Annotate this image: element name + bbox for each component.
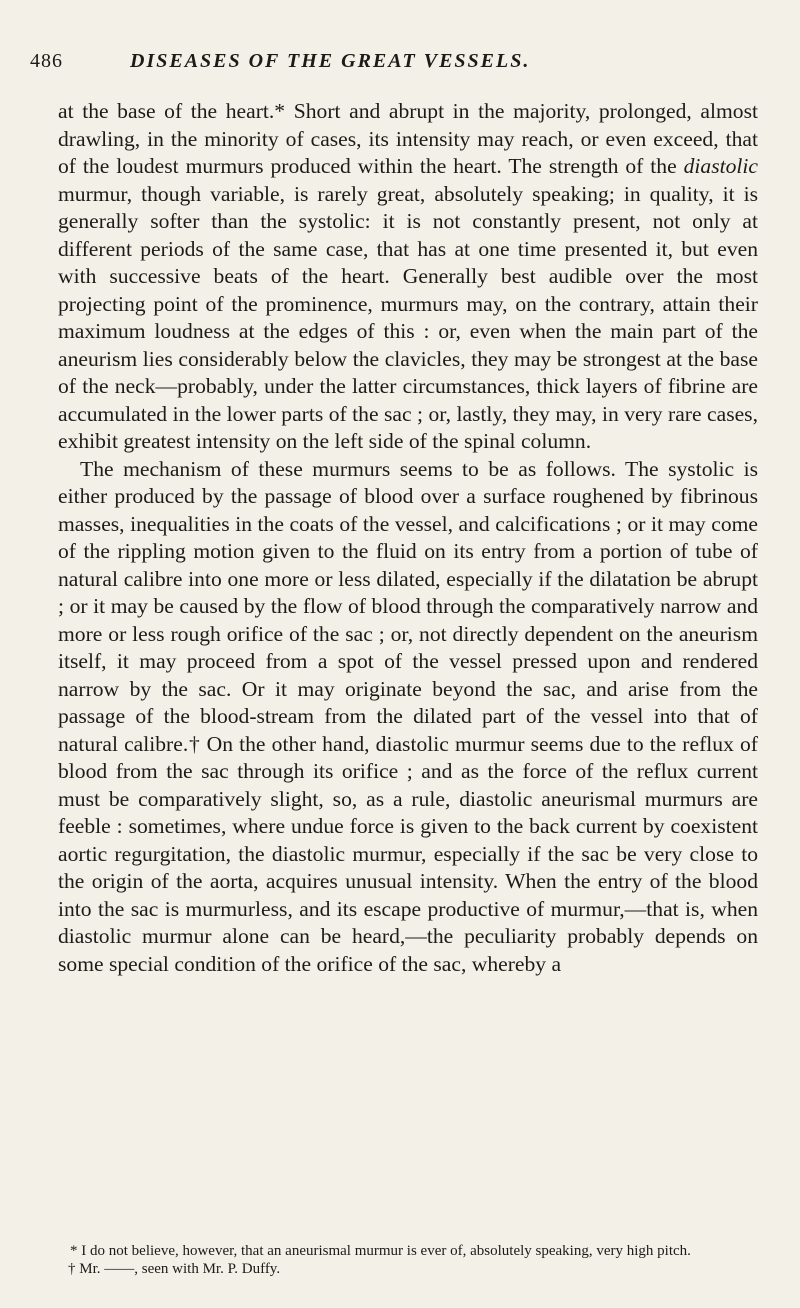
body-text (58, 98, 758, 978)
paragraph-continued (58, 98, 758, 456)
italic-term: diastolic (683, 154, 758, 178)
page-number: 486 (30, 50, 63, 72)
footnote-1: * I do not believe, however, that an aneurismal murmur is ever of, absolutely speaking, very high pitch. (70, 1243, 691, 1259)
para1-rest: murmur, though variable, is rarely great, absolutely speaking; in quality, it is generally softer than the systolic: it is not constantly present, not only at different periods of the same case, that has at one time presented it, but even with successive beats of the heart. Generally best audible over the most projecting point of the prominence, murmurs may, on the contrary, attain their maximum loudness at the edges of this : or, even when the main part of the aneurism lies considerably below the clavicles, they may be strongest at the base of the neck—probably, under the latter circumstances, thick layers of fibrine are accumulated in the lower parts of the sac ; or, lastly, they may, in very rare cases, exhibit greatest intensity on the left side of the spinal column. (58, 181, 758, 453)
footnotes (58, 1242, 758, 1278)
running-title: DISEASES OF THE GREAT VESSELS. (130, 50, 531, 72)
para1-start: at the base of the heart.* Short and abrupt in the majority, prolonged, almost drawling, in the minority of cases, its intensity may reach, or even exceed, that of the loudest murmurs produced within the heart. The strength of the (58, 99, 758, 178)
paragraph-mechanism: The mechanism of these murmurs seems to be as follows. The systolic is either produced by the passage of blood over a surface roughened by fibrinous masses, inequalities in the coats of the vessel, and calcifications ; or it may come of the rippling motion given to the fluid on its entry from a portion of tube of natural calibre into one more or less dilated, especially if the dilatation be abrupt ; or it may be caused by the flow of blood through the comparatively narrow and more or less rough orifice of the sac ; or, not directly dependent on the aneurism itself, it may proceed from a spot of the vessel pressed upon and rendered narrow by the sac. Or it may originate beyond the sac, and arise from the passage of the blood-stream from the dilated part of the vessel into that of natural calibre.† On the other hand, diastolic murmur seems due to the reflux of blood from the sac through its orifice ; and as the force of the reflux current must be comparatively slight, so, as a rule, diastolic aneurismal murmurs are feeble : sometimes, where undue force is given to the back current by coexistent aortic regurgitation, the diastolic murmur, especially if the sac be very close to the origin of the aorta, acquires unusual intensity. When the entry of the blood into the sac is murmurless, and its escape productive of murmur,—that is, when diastolic murmur alone can be heard,—the peculiarity probably depends on some special condition of the orifice of the sac, whereby a (58, 456, 758, 976)
running-head (30, 50, 770, 78)
footnote-2: † Mr. ——, seen with Mr. P. Duffy. (68, 1261, 281, 1277)
